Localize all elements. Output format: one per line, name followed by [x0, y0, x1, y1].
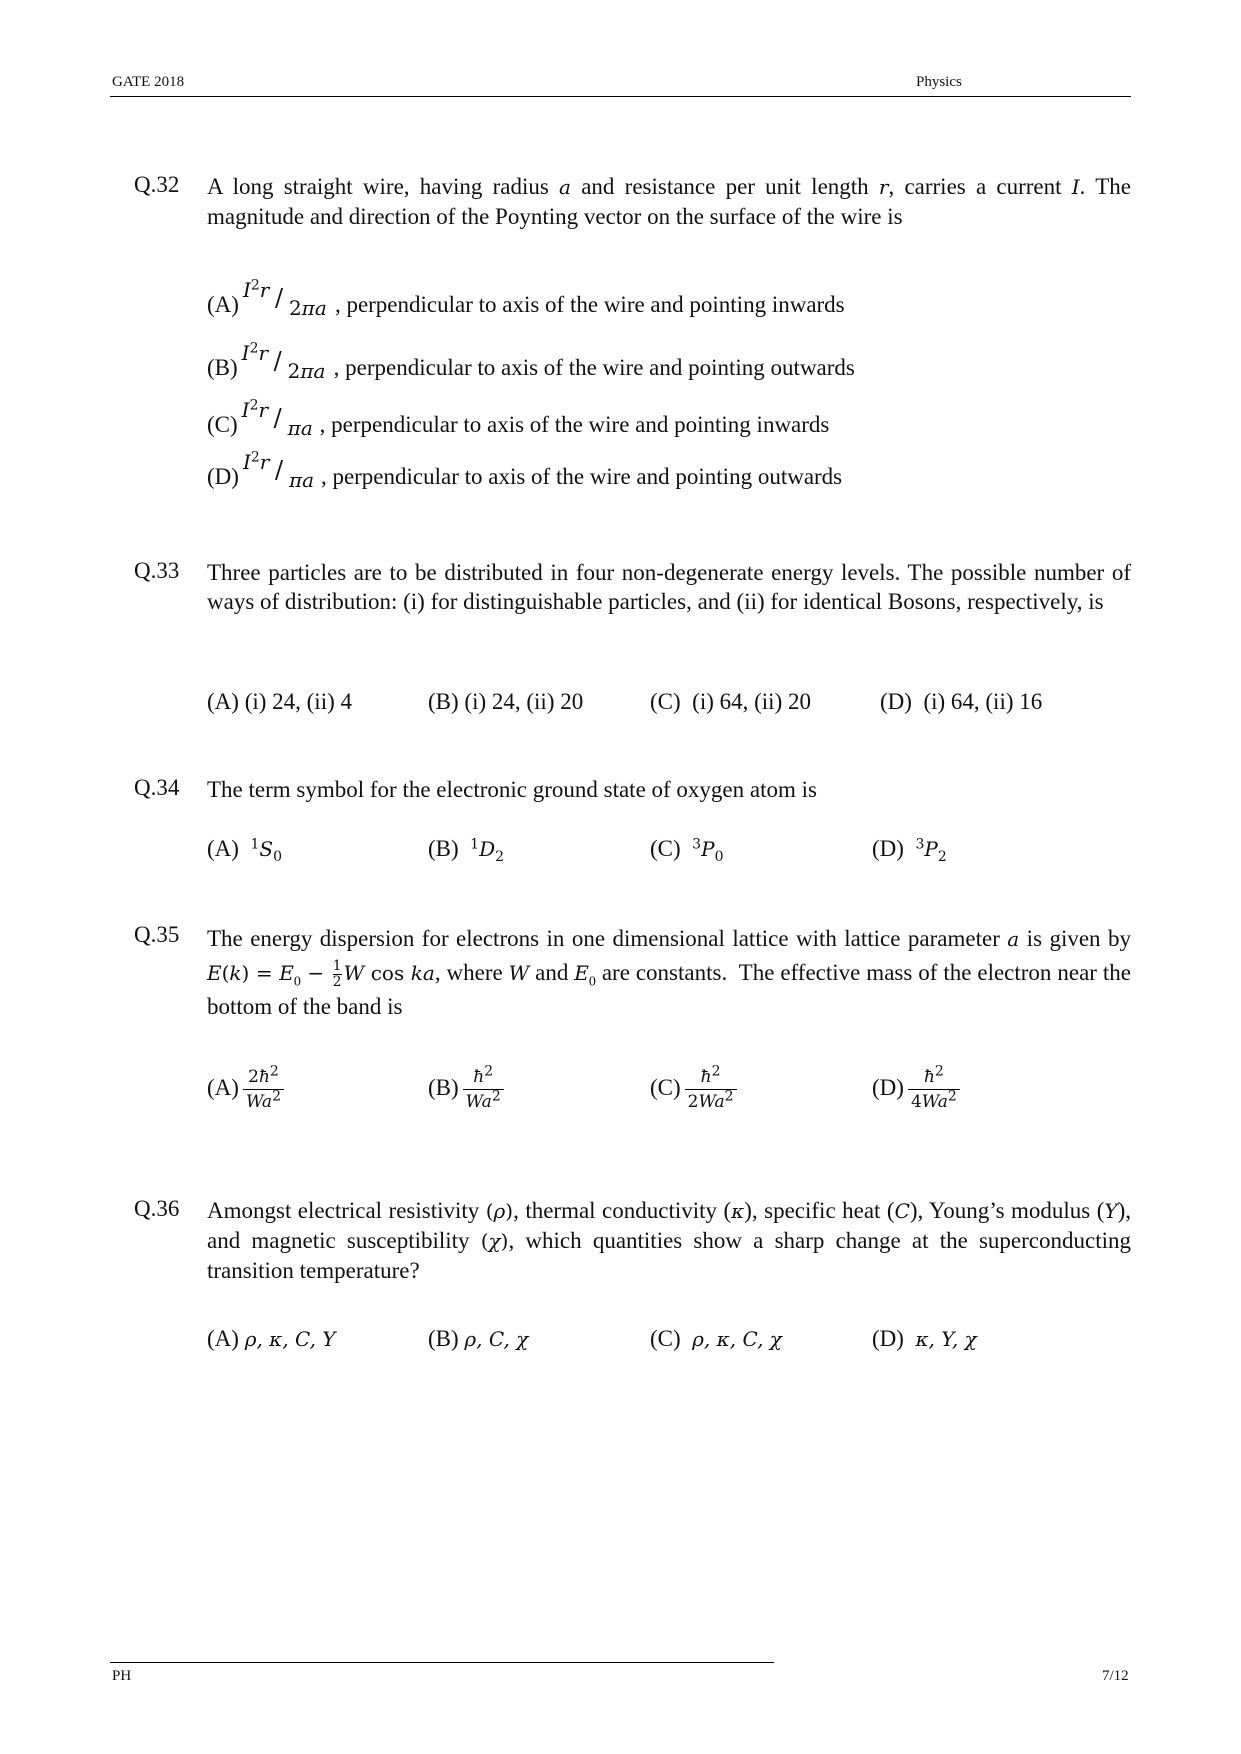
- option-text: (i) 64, (ii) 16: [923, 689, 1043, 714]
- option-expression: κ, Y, χ: [915, 1327, 977, 1351]
- question-number: Q.34: [134, 775, 180, 800]
- option-a[interactable]: [207, 277, 845, 324]
- question-text: A long straight wire, having radius a and resistance per unit length r, carries a current I. The magnitude and direction of the Poynting vector on the surface of the wire is: [207, 174, 1131, 229]
- option-label: (A): [207, 836, 239, 861]
- option-label: (B): [428, 1326, 459, 1351]
- option-text: , perpendicular to axis of the wire and pointing outwards: [320, 464, 843, 489]
- option-c[interactable]: [207, 397, 830, 444]
- option-label: (B): [428, 689, 459, 714]
- option-b[interactable]: [428, 1326, 528, 1352]
- question-number: Q.33: [134, 558, 180, 583]
- header-subject: Physics: [916, 74, 962, 90]
- question-number: Q.35: [134, 922, 180, 947]
- question-number: Q.32: [134, 172, 180, 197]
- option-text: , perpendicular to axis of the wire and pointing inwards: [334, 292, 845, 317]
- option-expression: $^1D_2$: [470, 836, 505, 865]
- header-exam-title: GATE 2018: [112, 74, 185, 90]
- option-expression: $I^2r$ / 2πa: [242, 277, 327, 320]
- footer-rule: [110, 1662, 774, 1663]
- option-expression: $\frac{ħ^2}{2Wa^2}$: [685, 1066, 737, 1113]
- option-expression: $\frac{ħ^2}{Wa^2}$: [463, 1066, 504, 1113]
- option-a[interactable]: [207, 836, 282, 865]
- option-b[interactable]: [428, 689, 583, 715]
- option-label: (D): [207, 464, 239, 489]
- option-expression: $^1S_0$: [250, 836, 282, 865]
- question-number: Q.36: [134, 1196, 180, 1221]
- option-d[interactable]: [207, 449, 843, 496]
- option-a[interactable]: [207, 689, 352, 715]
- option-expression: $I^2r$ / πa: [241, 397, 313, 440]
- option-expression: $I^2r$ / πa: [242, 449, 315, 492]
- header-rule: [110, 96, 1131, 97]
- option-text: (i) 24, (ii) 20: [464, 689, 584, 714]
- option-expression: ρ, κ, C, Y: [244, 1327, 336, 1351]
- option-expression: ρ, C, χ: [464, 1327, 529, 1351]
- option-expression: $\frac{2ħ^2}{Wa^2}$: [243, 1066, 284, 1113]
- option-text: , perpendicular to axis of the wire and pointing outwards: [333, 355, 855, 380]
- option-label: (B): [428, 1074, 459, 1100]
- option-b[interactable]: [428, 836, 505, 865]
- option-a[interactable]: [207, 1326, 336, 1352]
- option-expression: $\frac{ħ^2}{4Wa^2}$: [908, 1066, 960, 1113]
- option-c[interactable]: [650, 1326, 782, 1352]
- option-label: (A): [207, 1074, 239, 1100]
- option-d[interactable]: [880, 689, 1042, 715]
- page-number: 7/12: [1102, 1668, 1129, 1684]
- option-d[interactable]: [872, 836, 947, 865]
- option-c[interactable]: [650, 836, 724, 865]
- option-label: (C): [207, 412, 238, 437]
- option-expression: $^3P_0$: [692, 836, 724, 865]
- option-text: (i) 64, (ii) 20: [692, 689, 811, 714]
- option-label: (B): [428, 836, 459, 861]
- option-label: (C): [650, 1326, 681, 1351]
- option-d[interactable]: [872, 1326, 977, 1352]
- option-label: (C): [650, 836, 681, 861]
- footer-paper-code: PH: [112, 1668, 132, 1684]
- option-b[interactable]: [428, 1063, 504, 1113]
- option-d[interactable]: [872, 1063, 960, 1113]
- option-label: (D): [872, 1074, 904, 1100]
- option-b[interactable]: [207, 340, 855, 387]
- option-label: (D): [872, 1326, 904, 1351]
- question-text: Three particles are to be distributed in four non-degenerate energy levels. The possible number of ways of distribution: (i) for distinguishable particles, and (ii) for identical Bosons, respectively, is: [207, 560, 1131, 614]
- question-text: Amongst electrical resistivity (ρ), thermal conductivity (κ), specific heat (C), Young’s modulus (Y), and magnetic susceptibility (χ), which quantities show a sharp change at the superconducting transition temperature?: [207, 1198, 1131, 1283]
- option-label: (B): [207, 355, 238, 380]
- option-text: (i) 24, (ii) 4: [244, 689, 352, 714]
- option-c[interactable]: [650, 689, 811, 715]
- option-expression: $I^2r$ / 2πa: [241, 340, 326, 383]
- option-a[interactable]: [207, 1063, 284, 1113]
- option-label: (C): [650, 1074, 681, 1100]
- option-expression: ρ, κ, C, χ: [692, 1327, 782, 1351]
- option-c[interactable]: [650, 1063, 737, 1113]
- question-text: The term symbol for the electronic ground state of oxygen atom is: [207, 777, 817, 802]
- option-label: (D): [872, 836, 904, 861]
- option-label: (A): [207, 689, 239, 714]
- option-label: (D): [880, 689, 912, 714]
- question-text: The energy dispersion for electrons in one dimensional lattice with lattice parameter a is given by $E(k) = E_0$ − $\frac{1}{2}$ W cos ka, where W and $E_0$ are constants. The effective mass of the electron near the bottom of the band is: [207, 926, 1131, 1020]
- option-label: (A): [207, 292, 239, 317]
- option-text: , perpendicular to axis of the wire and pointing inwards: [319, 412, 830, 437]
- option-label: (C): [650, 689, 681, 714]
- option-label: (A): [207, 1326, 239, 1351]
- option-expression: $^3P_2$: [915, 836, 947, 865]
